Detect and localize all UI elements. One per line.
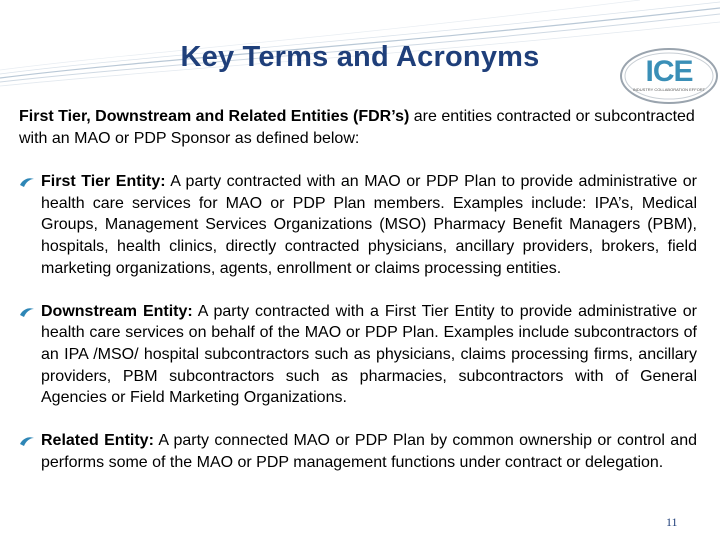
- bullet-term: Related Entity:: [41, 432, 154, 450]
- logo-text: ICE: [645, 55, 693, 88]
- definitions-list: [19, 171, 697, 494]
- bullet-icon: [19, 176, 35, 188]
- bullet-icon: [19, 306, 35, 318]
- bullet-term: First Tier Entity:: [41, 173, 166, 190]
- ice-logo: [619, 47, 719, 105]
- intro-paragraph: [19, 106, 699, 150]
- logo-subtitle: INDUSTRY COLLABORATION EFFORT: [632, 87, 706, 92]
- bullet-text: A party contracted with a First Tier Entity to provide administrative or health care services on behalf of the MAO or PDP Plan. Examples include subcontractors of an IPA /MSO/ hospital subcontractors such as physicians, claims processing firms, ancillary providers, PBM subcontractors such as pharmacies, subcontractors with of General Agencies or Field Marketing Organizations.: [41, 302, 697, 407]
- bullet-text: A party connected MAO or PDP Plan by common ownership or control and performs some of the MAO or PDP management functions under contract or delegation.: [41, 432, 698, 471]
- slide-title: Key Terms and Acronyms: [180, 41, 540, 73]
- list-item: [19, 171, 697, 280]
- page-number: 11: [666, 515, 678, 529]
- intro-term: First Tier, Downstream and Related Entities (FDR’s): [19, 108, 410, 125]
- list-item: [19, 430, 697, 473]
- bullet-term: Downstream Entity:: [41, 302, 193, 320]
- list-item: [19, 301, 697, 410]
- bullet-icon: [19, 435, 35, 447]
- intro-text: are entities contracted or subcontracted with an MAO or PDP Sponsor as defined below:: [19, 108, 695, 147]
- bullet-text: A party contracted with an MAO or PDP Plan to provide administrative or health care services for MAO or PDP Plan members. Examples include: IPA’s, Medical Groups, Management Services Organizations (MSO) Pharmacy Benefit Managers (PBM), hospitals, health clinics, directly contracted physicians, ancillary providers, brokers, field marketing organizations, agents, enrollment or claims processing entities.: [41, 173, 698, 277]
